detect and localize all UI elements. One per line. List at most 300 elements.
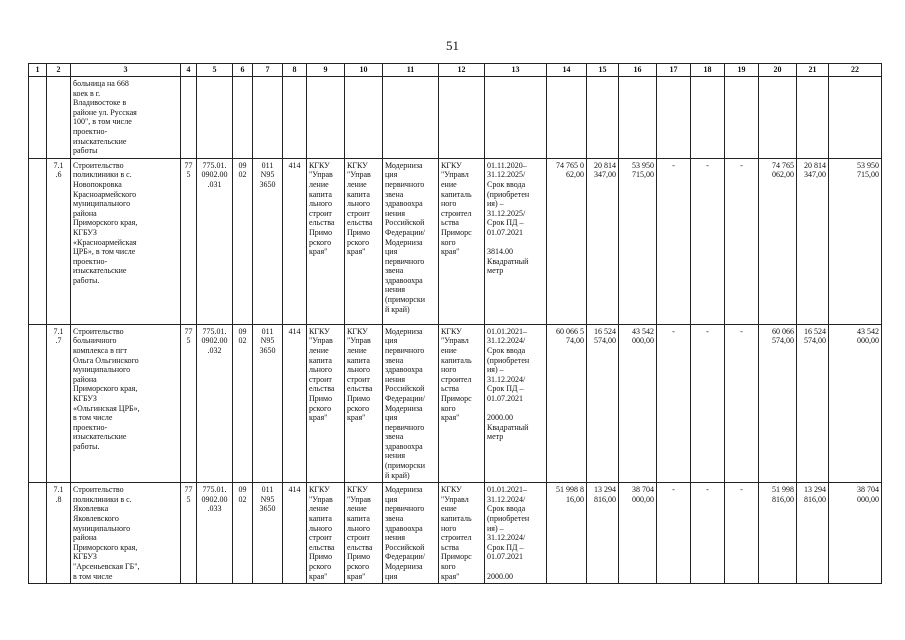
cell-text-line: района [73,533,97,543]
cell-text-line: Приморс [441,393,472,403]
cell-text-line: 775.01. [202,160,227,170]
table-cell-col-11 [383,77,439,159]
cell-text-line: звена [385,189,404,199]
table-cell-col-5 [197,324,233,483]
cell-text-line: .032 [207,345,222,355]
cell-text-line: КГКУ [347,160,368,170]
table-cell-col-4 [181,158,197,324]
cell-text-line: 77 [184,485,193,495]
cell-text-line: ЦРБ», в том числе [73,247,136,257]
cell-text-line: ьства [441,384,459,394]
cell-text-line: капиталь [441,189,472,199]
cell-text-line: проектно- [73,422,108,432]
cell-text-line: .033 [207,504,222,514]
cell-text-line: ление [309,504,329,514]
cell-text-line: 7.1 [53,485,64,495]
cell-text-line: 38 704 [632,485,654,495]
cell-text-line: 574,00 [772,336,794,346]
table-cell-col-15 [587,483,619,584]
cell-text-line: 74,00 [566,336,584,346]
cell-text-line: «Ольгинская ЦРБ», [73,403,140,413]
table-cell-col-9 [307,158,345,324]
cell-text-line: ельства [309,384,335,394]
table-cell-col-3 [71,483,181,584]
cell-text-line: в том числе [73,413,113,423]
table-cell-col-3 [71,77,181,159]
table-cell-col-8 [283,324,307,483]
cell-text-line: КГБУЗ [73,393,97,403]
table-cell-col-20 [759,324,797,483]
table-cell-col-19 [725,483,759,584]
column-number-3: 3 [71,64,181,77]
table-cell-col-16 [619,324,657,483]
cell-text-line: 2000.00 [487,571,513,581]
table-cell-col-2 [47,483,71,584]
column-number-2: 2 [47,64,71,77]
cell-text-line: "Управ [309,170,333,180]
cell-text-line: 31.12.2024/ [487,533,526,543]
cell-text-line: 01.11.2020– [487,160,527,170]
table-cell-col-16 [619,77,657,159]
cell-text-line: 09 [238,326,247,336]
table-cell-col-6 [233,158,253,324]
table-cell-col-21 [797,324,829,483]
cell-text-line: кого [441,237,456,247]
table-cell-col-19 [725,324,759,483]
table-row [29,483,882,584]
table-row [29,324,882,483]
cell-text-line: 31.12.2024/ [487,336,526,346]
cell-text-line: 775.01. [202,485,227,495]
column-number-19: 19 [725,64,759,77]
cell-text-line: муниципального [73,523,131,533]
cell-text-line: ция [385,494,398,504]
cell-text-line: здравоохра [385,365,423,375]
cell-text-line: Яковлевка [73,504,109,514]
table-cell-col-15 [587,158,619,324]
cell-text-line: нения [385,208,406,218]
cell-text-line: 77 [184,326,193,336]
cell-text-line: 3650 [259,504,276,514]
cell-text-line: 51 998 [772,485,794,495]
cell-text-line: поликлиники в с. [73,170,132,180]
cell-text-line: строит [347,374,370,384]
table-cell-col-19 [725,77,759,159]
cell-text-line: .6 [55,170,62,180]
cell-text-line: ного [441,365,457,375]
table-cell-col-2 [47,158,71,324]
cell-text-line: капита [309,189,332,199]
cell-text-line: 0902.00 [201,336,228,346]
cell-text-line: первичного [385,256,425,266]
cell-text-line: .031 [207,179,222,189]
table-cell-col-17 [657,324,691,483]
cell-text-line: первичного [385,345,425,355]
cell-text-line: 347,00 [594,170,616,180]
table-cell-col-22 [829,483,882,584]
cell-text-line: нения [385,451,406,461]
cell-text-line: ия) – [487,365,504,375]
cell-text-line: 000,00 [632,494,654,504]
cell-text-line: края" [441,413,460,423]
cell-text-line: КГКУ [441,485,462,495]
cell-text-line: 20 814 [594,160,616,170]
cell-text-line: проектно- [73,126,108,136]
cell-text-line: 62,00 [566,170,584,180]
column-number-12: 12 [439,64,485,77]
cell-text-line: N95 [260,336,275,346]
cell-text-line: КГКУ [347,326,368,336]
cell-text-line: края" [441,571,460,581]
table-cell-col-14 [547,483,587,584]
table-cell-col-9 [307,77,345,159]
table-cell-col-11 [383,483,439,584]
table-cell-col-14 [547,324,587,483]
cell-text-line: края" [441,247,460,257]
table-cell-col-10 [345,158,383,324]
table-cell-col-10 [345,324,383,483]
cell-text-line: поликлиники в с. [73,494,132,504]
cell-text-line: Квадратный [487,422,529,432]
cell-text-line: 347,00 [804,170,826,180]
cell-text-line: 02 [238,336,247,346]
cell-text-line: - [740,326,743,336]
cell-text-line: 414 [288,160,301,170]
cell-text-line: Строительство [73,160,124,170]
cell-text-line: 100", в том числе [73,117,132,127]
cell-text-line: ление [309,179,329,189]
column-number-8: 8 [283,64,307,77]
cell-text-line: 3650 [259,345,276,355]
column-number-10: 10 [345,64,383,77]
table-cell-col-9 [307,324,345,483]
table-cell-col-12 [439,158,485,324]
cell-text-line: 13 294 [594,485,616,495]
cell-text-line: больничного [73,336,117,346]
table-cell-col-18 [691,77,725,159]
table-cell-col-6 [233,324,253,483]
cell-text-line: Приморского края, [73,218,138,228]
cell-text-line: 38 704 [857,485,879,495]
cell-text-line: ление [347,179,367,189]
column-number-21: 21 [797,64,829,77]
cell-text-line: изыскательские [73,266,127,276]
table-cell-col-14 [547,77,587,159]
table-cell-col-7 [253,483,283,584]
column-number-5: 5 [197,64,233,77]
table-cell-col-22 [829,158,882,324]
cell-text-line: 7.1 [53,326,64,336]
cell-text-line: Срок ввода [487,345,526,355]
cell-text-line: 000,00 [857,494,879,504]
cell-text-line: ление [347,504,367,514]
cell-text-line: ельства [309,542,335,552]
cell-text-line: 60 066 [772,326,794,336]
cell-text-line: ление [347,345,367,355]
cell-text-line: в том числе [73,571,113,581]
cell-text-line: края" [309,571,328,581]
cell-text-line: 011 [261,326,274,336]
cell-text-line: района [73,374,97,384]
cell-text-line: звена [385,432,404,442]
cell-text-line: ельства [347,384,373,394]
table-cell-col-17 [657,483,691,584]
cell-text-line: ного [441,523,457,533]
table-cell-col-8 [283,77,307,159]
cell-text-line: первичного [385,504,425,514]
table-cell-col-18 [691,483,725,584]
cell-text-line: 3650 [259,179,276,189]
cell-text-line: края" [347,571,366,581]
table-cell-col-17 [657,77,691,159]
cell-text-line: - [672,326,675,336]
cell-text-line: Российской [385,218,425,228]
cell-text-line: ция [385,336,398,346]
cell-text-line: первичного [385,179,425,189]
cell-text-line: 09 [238,160,247,170]
cell-text-line: ельства [309,218,335,228]
cell-text-line: 000,00 [857,336,879,346]
cell-text-line: "Арсеньевская ГБ", [73,562,140,571]
table-cell-col-5 [197,77,233,159]
table-row [29,77,882,159]
cell-text-line: КГКУ [309,326,330,336]
cell-text-line: 51 998 8 [556,485,584,495]
table-row [29,158,882,324]
cell-text-line: Срок ПД – [487,542,524,552]
cell-text-line: 01.07.2021 [487,227,523,237]
cell-text-line: 16,00 [566,494,584,504]
cell-text-line: 09 [238,485,247,495]
cell-text-line: 01.07.2021 [487,552,523,562]
cell-text-line: кого [441,403,456,413]
cell-text-line: Российской [385,542,425,552]
table-cell-col-7 [253,158,283,324]
cell-text-line: "Управ [347,170,371,180]
cell-text-line: КГКУ [309,485,330,495]
cell-text-line: Российской [385,384,425,394]
cell-text-line: КГБУЗ [73,552,97,562]
cell-text-line: строител [441,533,472,543]
cell-text-line: Примо [309,552,333,562]
cell-text-line: - [740,160,743,170]
budget-table [28,63,882,584]
cell-text-line: 02 [238,494,247,504]
cell-text-line: капита [309,514,332,524]
cell-text-line: "Управ [309,494,333,504]
cell-text-line: 5 [186,494,191,504]
cell-text-line: Модерниза [385,326,423,336]
table-cell-col-22 [829,77,882,159]
cell-text-line: 574,00 [594,336,616,346]
cell-text-line: рского [309,562,332,571]
cell-text-line: Федерации/ [385,393,426,403]
cell-text-line: Срок ввода [487,504,526,514]
table-cell-col-12 [439,77,485,159]
cell-text-line: 715,00 [632,170,654,180]
cell-text-line: ция [385,571,398,581]
table-cell-col-15 [587,324,619,483]
cell-text-line: (приобретен [487,514,530,524]
cell-text-line: изыскательские [73,136,127,146]
table-cell-col-15 [587,77,619,159]
cell-text-line: рского [347,237,370,247]
table-cell-col-13 [485,324,547,483]
cell-text-line: 74 765 [772,160,794,170]
cell-text-line: Примо [309,393,333,403]
cell-text-line: здравоохра [385,275,423,285]
table-cell-col-11 [383,158,439,324]
cell-text-line: льного [347,199,371,209]
table-cell-col-20 [759,483,797,584]
cell-text-line: капита [347,514,370,524]
cell-text-line: строит [347,208,370,218]
cell-text-line: здравоохра [385,441,423,451]
cell-text-line: КГКУ [309,160,330,170]
cell-text-line: Срок ПД – [487,384,524,394]
cell-text-line: КГКУ [441,160,462,170]
cell-text-line: 715,00 [857,170,879,180]
table-cell-col-16 [619,158,657,324]
cell-text-line: 7.1 [53,160,64,170]
cell-text-line: 20 814 [804,160,826,170]
column-number-18: 18 [691,64,725,77]
cell-text-line: Ольга Ольгинского [73,355,139,365]
cell-text-line: Яковлевского [73,514,119,524]
cell-text-line: Красноармейского [73,189,137,199]
cell-text-line: 000,00 [632,336,654,346]
cell-text-line: строит [347,533,370,543]
cell-text-line: Срок ПД – [487,218,524,228]
table-cell-col-10 [345,483,383,584]
table-header-row [29,64,882,77]
cell-text-line: 011 [261,485,274,495]
cell-text-line: края" [347,413,366,423]
cell-text-line: капиталь [441,355,472,365]
cell-text-line: 414 [288,326,301,336]
cell-text-line: 31.12.2025/ [487,208,526,218]
cell-text-line: «Красноармейская [73,237,137,247]
cell-text-line: льного [309,523,333,533]
table-cell-col-20 [759,158,797,324]
cell-text-line: капиталь [441,514,472,524]
cell-text-line: ение [441,345,457,355]
cell-text-line: Квадратный [487,256,529,266]
table-cell-col-13 [485,158,547,324]
cell-text-line: Приморского края, [73,384,138,394]
cell-text-line: й край) [385,470,410,480]
column-number-16: 16 [619,64,657,77]
table-cell-col-4 [181,77,197,159]
table-cell-col-21 [797,483,829,584]
cell-text-line: изыскательские [73,432,127,442]
column-number-4: 4 [181,64,197,77]
cell-text-line: 16 524 [594,326,616,336]
cell-text-line: 0902.00 [201,494,228,504]
column-number-1: 1 [29,64,47,77]
cell-text-line: капита [309,355,332,365]
cell-text-line: проектно- [73,256,108,266]
cell-text-line: края" [309,413,328,423]
cell-text-line: строит [309,208,332,218]
cell-text-line: Модерниза [385,485,423,495]
table-cell-col-16 [619,483,657,584]
cell-text-line: ия) – [487,523,504,533]
cell-text-line: Федерации/ [385,227,426,237]
table-cell-col-20 [759,77,797,159]
cell-text-line: 5 [186,336,191,346]
cell-text-line: строител [441,374,472,384]
cell-text-line: (приморски [385,461,426,471]
cell-text-line: рского [309,237,332,247]
cell-text-line: 53 950 [857,160,879,170]
cell-text-line: Примо [309,227,333,237]
cell-text-line: льного [309,199,333,209]
cell-text-line: 5 [186,170,191,180]
cell-text-line: метр [487,432,504,442]
cell-text-line: ного [441,199,457,209]
cell-text-line: комплекса в пгт [73,345,127,355]
column-number-15: 15 [587,64,619,77]
cell-text-line: ение [441,504,457,514]
cell-text-line: звена [385,355,404,365]
cell-text-line: Приморского края, [73,542,138,552]
cell-text-line: 74 765 0 [556,160,584,170]
cell-text-line: здравоохра [385,199,423,209]
column-number-7: 7 [253,64,283,77]
table-cell-col-18 [691,158,725,324]
cell-text-line: ление [309,345,329,355]
cell-text-line: Примо [347,552,371,562]
cell-text-line: Примо [347,227,371,237]
cell-text-line: строител [441,208,472,218]
cell-text-line: Федерации/ [385,552,426,562]
cell-text-line: работы. [73,275,100,285]
cell-text-line: муниципального [73,365,131,375]
cell-text-line: 77 [184,160,193,170]
cell-text-line: льного [309,365,333,375]
cell-text-line: ельства [347,218,373,228]
cell-text-line: ция [385,247,398,257]
table-cell-col-1 [29,77,47,159]
cell-text-line: нения [385,533,406,543]
cell-text-line: 43 542 [857,326,879,336]
column-number-17: 17 [657,64,691,77]
table-cell-col-12 [439,483,485,584]
cell-text-line: нения [385,374,406,384]
cell-text-line: рского [347,403,370,413]
cell-text-line: Приморс [441,552,472,562]
cell-text-line: (приморски [385,295,426,305]
cell-text-line: 01.07.2021 [487,393,523,403]
table-cell-col-5 [197,483,233,584]
cell-text-line: 3814.00 [487,247,513,257]
table-cell-col-9 [307,483,345,584]
table-cell-col-21 [797,158,829,324]
cell-text-line: льного [347,523,371,533]
table-cell-col-5 [197,158,233,324]
column-number-20: 20 [759,64,797,77]
cell-text-line: 011 [261,160,274,170]
cell-text-line: 062,00 [772,170,794,180]
cell-text-line: 31.12.2024/ [487,374,526,384]
cell-text-line: муниципального [73,199,131,209]
cell-text-line: 02 [238,170,247,180]
table-cell-col-2 [47,77,71,159]
table-cell-col-13 [485,77,547,159]
cell-text-line: работы. [73,441,100,451]
table-cell-col-12 [439,324,485,483]
